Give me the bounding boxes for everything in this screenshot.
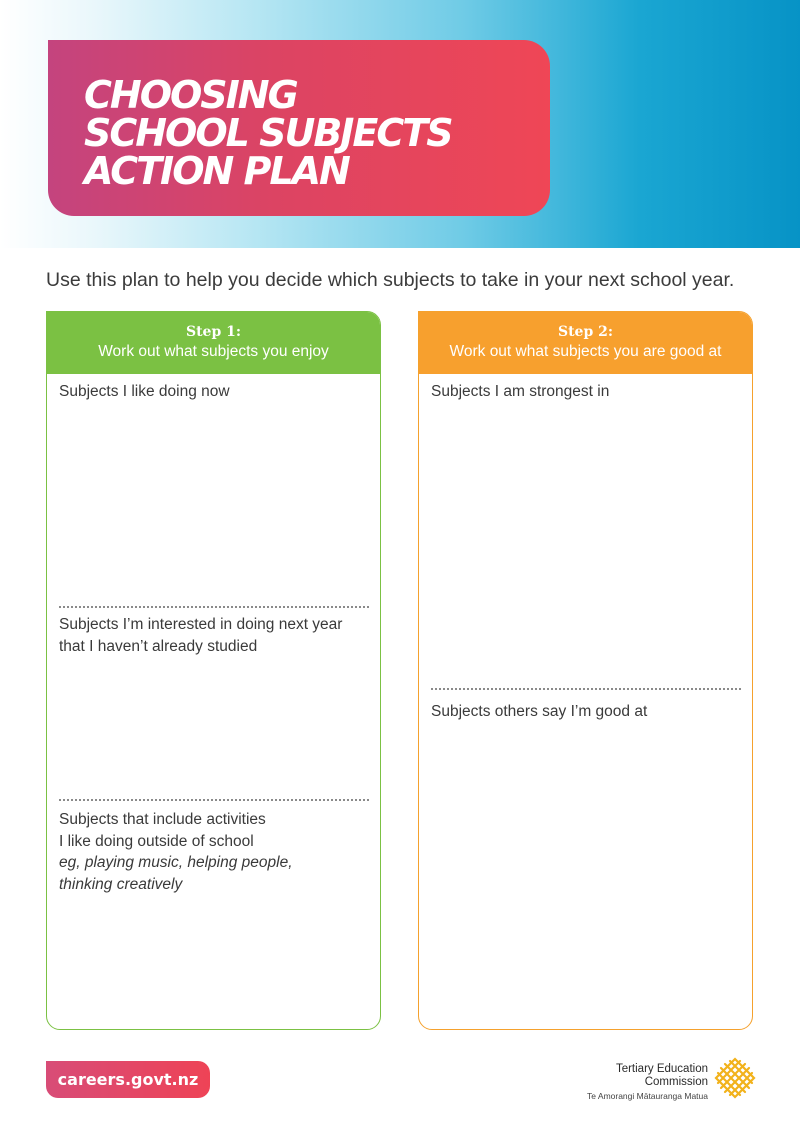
title-card xyxy=(48,40,550,216)
section-label-line-2: that I haven’t already studied xyxy=(59,637,258,655)
step1-header xyxy=(47,312,380,374)
intro-text: Use this plan to help you decide which subjects to take in your next school year. xyxy=(46,269,735,291)
org-subtitle: Te Amorangi Mātauranga Matua xyxy=(587,1091,708,1101)
step1-heading: Work out what subjects you enjoy xyxy=(98,343,329,360)
step1-label: Step 1: xyxy=(185,324,242,340)
step2-label: Step 2: xyxy=(557,324,614,340)
step1-section-like-now[interactable] xyxy=(59,381,369,403)
tec-logo-block xyxy=(560,1056,760,1106)
section-label: Subjects others say I’m good at xyxy=(431,703,648,720)
section-label: Subjects I like doing now xyxy=(59,383,230,400)
section-label-line-1: Subjects I’m interested in doing next year xyxy=(59,616,343,633)
step1-section-activities[interactable] xyxy=(59,809,369,895)
careers-link[interactable]: careers.govt.nz xyxy=(46,1061,210,1098)
step2-heading: Work out what subjects you are good at xyxy=(449,343,722,360)
section-label-line-1: Subjects that include activities xyxy=(59,811,266,828)
dotted-divider xyxy=(59,799,369,801)
section-example-line-2: thinking creatively xyxy=(59,875,183,893)
hero-banner xyxy=(0,0,800,248)
org-name-line-2: Commission xyxy=(644,1076,708,1088)
section-example-line-1: eg, playing music, helping people, xyxy=(59,854,293,871)
org-name-line-1: Tertiary Education xyxy=(615,1063,708,1075)
section-label-line-2: I like doing outside of school xyxy=(59,832,254,850)
page-title-line-2: SCHOOL SUBJECTS xyxy=(84,111,452,155)
org-name xyxy=(616,1063,708,1089)
page-title-line-3: ACTION PLAN xyxy=(84,149,349,193)
page-title-line-1: CHOOSING xyxy=(84,73,297,117)
dotted-divider xyxy=(431,688,741,690)
step1-panel xyxy=(46,311,381,1030)
step2-header xyxy=(419,312,752,374)
step2-section-others-say[interactable] xyxy=(431,701,741,723)
dotted-divider xyxy=(59,606,369,608)
step2-section-strongest[interactable] xyxy=(431,381,741,403)
section-label: Subjects I am strongest in xyxy=(431,383,610,400)
step1-section-interested[interactable] xyxy=(59,614,369,657)
tec-woven-logo-icon xyxy=(714,1057,756,1099)
step2-panel xyxy=(418,311,753,1030)
